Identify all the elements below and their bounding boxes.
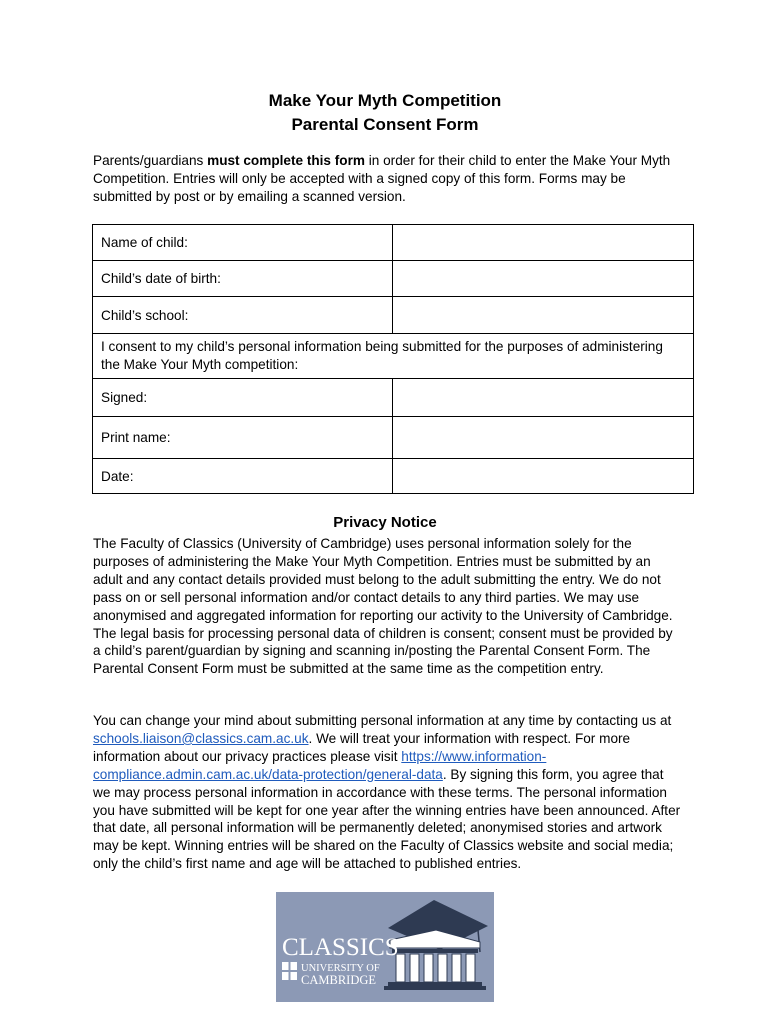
form-row-signed: [93, 379, 694, 417]
print-name-label: Print name:: [93, 417, 393, 459]
privacy-text-part-2: . We will treat your information with respect. For more information about our privacy practices please visit: [93, 730, 631, 764]
date-field[interactable]: [393, 459, 694, 494]
title-line-1: Make Your Myth Competition: [268, 91, 502, 110]
form-row-date: [93, 459, 694, 494]
privacy-text-part-1: You can change your mind about submitting personal information at any time by contacting us at: [93, 713, 672, 728]
form-row-school: [93, 297, 694, 334]
intro-bold-text: must complete this form: [207, 153, 365, 168]
privacy-notice-heading: Privacy Notice: [333, 514, 437, 531]
logo-wordmark: CLASSICS: [282, 934, 399, 961]
privacy-paragraph-1: The Faculty of Classics (University of Cambridge) uses personal information solely for the purposes of administering the Make Your Myth Competition. Entries must be submitted by an adult and any contact details provided must belong to the adult submitting the entry. We do not pass on or sell personal information and/or contact details to any third parties. We may use anonymised and aggregated information for reporting our activity to the University of Cambridge. The legal basis for processing personal data of children is consent; consent must be provided by a child’s parent/guardian by signing and scanning in/posting the Parental Consent Form. The Parental Consent Form must be submitted at the same time as the competition entry.: [93, 536, 673, 677]
logo-graphic: [276, 892, 494, 1002]
date-of-birth-label: Child’s date of birth:: [93, 261, 393, 297]
temple-columns-icon: [396, 954, 475, 982]
intro-text-end: in order for their child to enter the Make Your Myth Competition. Entries will only be accepted with a signed copy of this form. Forms may be submitted by post or by emailing a scanned version.: [93, 153, 671, 204]
privacy-paragraph-2: [93, 712, 683, 873]
print-name-field[interactable]: [393, 417, 694, 459]
name-of-child-field[interactable]: [393, 225, 694, 261]
classics-cambridge-logo: [276, 892, 494, 1002]
email-link[interactable]: schools.liaison@classics.cam.ac.uk: [93, 730, 309, 746]
logo-cambridge: CAMBRIDGE: [301, 973, 377, 987]
temple-architrave-icon: [392, 949, 478, 953]
form-row-name: [93, 225, 694, 261]
title-line-2: Parental Consent Form: [291, 115, 479, 134]
date-of-birth-field[interactable]: [393, 261, 694, 297]
form-row-dob: [93, 261, 694, 297]
signed-label: Signed:: [93, 379, 393, 417]
page-title: [0, 89, 770, 137]
logo-university-of: UNIVERSITY OF: [301, 963, 380, 974]
form-row-consent: [93, 334, 694, 379]
tassel-icon: [478, 930, 480, 952]
privacy-text-part-3: . By signing this form, you agree that we may process personal information in accordance with these terms. The personal information you have submitted will be kept for one year after the winning entries have been announced. After that date, all personal information will be permanently deleted; anonymised stories and artwork may be kept. Winning entries will be shared on the Faculty of Classics website and social media; only the child’s first name and age will be attached to published entries.: [93, 766, 681, 872]
form-row-print-name: [93, 417, 694, 459]
consent-statement: I consent to my child’s personal information being submitted for the purposes of administering the Make Your Myth competition:: [93, 334, 694, 379]
intro-paragraph: [93, 152, 683, 206]
intro-text-start: Parents/guardians: [93, 153, 208, 168]
school-field[interactable]: [393, 297, 694, 334]
name-of-child-label: Name of child:: [93, 225, 393, 261]
data-protection-link[interactable]: https://www.information-compliance.admin.cam.ac.uk/data-protection/general-data: [93, 748, 547, 782]
temple-base-icon: [388, 982, 482, 986]
date-label: Date:: [93, 459, 393, 494]
school-label: Child’s school:: [93, 297, 393, 334]
consent-form-table: [92, 224, 694, 494]
signature-field[interactable]: [393, 379, 694, 417]
